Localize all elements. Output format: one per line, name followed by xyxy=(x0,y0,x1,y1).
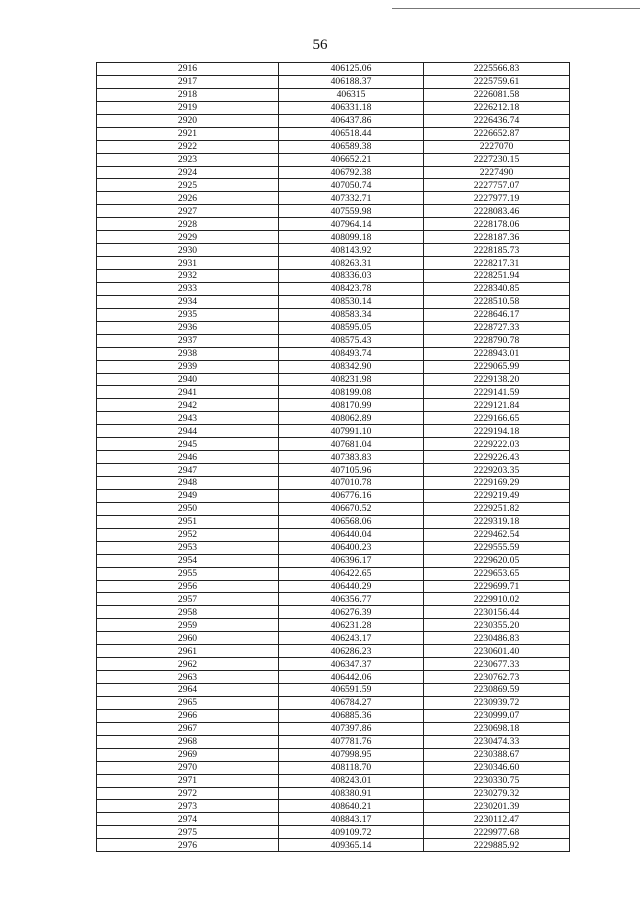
y-coordinate-cell: 2228178.06 xyxy=(424,218,570,231)
point-number-cell: 2971 xyxy=(97,774,279,787)
x-coordinate-cell: 406885.36 xyxy=(279,709,424,722)
y-coordinate-cell: 2228943.01 xyxy=(424,347,570,360)
table-row xyxy=(97,619,570,632)
y-coordinate-cell: 2229203.35 xyxy=(424,464,570,477)
table-row xyxy=(97,645,570,658)
x-coordinate-cell: 408118.70 xyxy=(279,761,424,774)
point-number-cell: 2924 xyxy=(97,166,279,179)
table-row xyxy=(97,709,570,722)
y-coordinate-cell: 2227977.19 xyxy=(424,192,570,205)
x-coordinate-cell: 406125.06 xyxy=(279,63,424,76)
x-coordinate-cell: 406442.06 xyxy=(279,671,424,684)
table-row xyxy=(97,671,570,684)
point-number-cell: 2920 xyxy=(97,114,279,127)
y-coordinate-cell: 2230677.33 xyxy=(424,658,570,671)
x-coordinate-cell: 408843.17 xyxy=(279,813,424,826)
table-row xyxy=(97,774,570,787)
y-coordinate-cell: 2229166.65 xyxy=(424,412,570,425)
x-coordinate-cell: 409109.72 xyxy=(279,826,424,839)
table-row xyxy=(97,425,570,438)
x-coordinate-cell: 406188.37 xyxy=(279,75,424,88)
x-coordinate-cell: 408342.90 xyxy=(279,360,424,373)
x-coordinate-cell: 407991.10 xyxy=(279,425,424,438)
x-coordinate-cell: 407050.74 xyxy=(279,179,424,192)
y-coordinate-cell: 2230474.33 xyxy=(424,735,570,748)
x-coordinate-cell: 406231.28 xyxy=(279,619,424,632)
x-coordinate-cell: 408336.03 xyxy=(279,270,424,283)
y-coordinate-cell: 2229219.49 xyxy=(424,489,570,502)
x-coordinate-cell: 406792.38 xyxy=(279,166,424,179)
table-row xyxy=(97,722,570,735)
y-coordinate-cell: 2228790.78 xyxy=(424,334,570,347)
y-coordinate-cell: 2229138.20 xyxy=(424,373,570,386)
table-row xyxy=(97,179,570,192)
x-coordinate-cell: 408530.14 xyxy=(279,295,424,308)
point-number-cell: 2949 xyxy=(97,489,279,502)
point-number-cell: 2926 xyxy=(97,192,279,205)
table-row xyxy=(97,554,570,567)
y-coordinate-cell: 2229977.68 xyxy=(424,826,570,839)
y-coordinate-cell: 2230999.07 xyxy=(424,709,570,722)
table-row xyxy=(97,321,570,334)
y-coordinate-cell: 2228340.85 xyxy=(424,282,570,295)
table-row xyxy=(97,567,570,580)
x-coordinate-cell: 408595.05 xyxy=(279,321,424,334)
point-number-cell: 2930 xyxy=(97,244,279,257)
x-coordinate-cell: 406591.59 xyxy=(279,684,424,697)
point-number-cell: 2931 xyxy=(97,257,279,270)
x-coordinate-cell: 408575.43 xyxy=(279,334,424,347)
y-coordinate-cell: 2225566.83 xyxy=(424,63,570,76)
x-coordinate-cell: 408640.21 xyxy=(279,800,424,813)
point-number-cell: 2967 xyxy=(97,722,279,735)
x-coordinate-cell: 406356.77 xyxy=(279,593,424,606)
x-coordinate-cell: 406315 xyxy=(279,88,424,101)
x-coordinate-cell: 406440.04 xyxy=(279,528,424,541)
point-number-cell: 2947 xyxy=(97,464,279,477)
y-coordinate-cell: 2230156.44 xyxy=(424,606,570,619)
x-coordinate-cell: 408423.78 xyxy=(279,282,424,295)
y-coordinate-cell: 2228251.94 xyxy=(424,270,570,283)
point-number-cell: 2925 xyxy=(97,179,279,192)
table-row xyxy=(97,580,570,593)
point-number-cell: 2969 xyxy=(97,748,279,761)
table-row xyxy=(97,451,570,464)
table-row xyxy=(97,334,570,347)
y-coordinate-cell: 2228646.17 xyxy=(424,308,570,321)
x-coordinate-cell: 407010.78 xyxy=(279,477,424,490)
y-coordinate-cell: 2230762.73 xyxy=(424,671,570,684)
table-row xyxy=(97,813,570,826)
point-number-cell: 2923 xyxy=(97,153,279,166)
y-coordinate-cell: 2228510.58 xyxy=(424,295,570,308)
point-number-cell: 2965 xyxy=(97,696,279,709)
point-number-cell: 2941 xyxy=(97,386,279,399)
x-coordinate-cell: 406286.23 xyxy=(279,645,424,658)
table-row xyxy=(97,373,570,386)
point-number-cell: 2928 xyxy=(97,218,279,231)
point-number-cell: 2944 xyxy=(97,425,279,438)
y-coordinate-cell: 2228727.33 xyxy=(424,321,570,334)
table-row xyxy=(97,412,570,425)
y-coordinate-cell: 2226212.18 xyxy=(424,101,570,114)
point-number-cell: 2948 xyxy=(97,477,279,490)
point-number-cell: 2918 xyxy=(97,88,279,101)
point-number-cell: 2919 xyxy=(97,101,279,114)
x-coordinate-cell: 408231.98 xyxy=(279,373,424,386)
y-coordinate-cell: 2229194.18 xyxy=(424,425,570,438)
x-coordinate-cell: 408493.74 xyxy=(279,347,424,360)
x-coordinate-cell: 406440.29 xyxy=(279,580,424,593)
table-row xyxy=(97,360,570,373)
point-number-cell: 2937 xyxy=(97,334,279,347)
page-number: 56 xyxy=(312,37,328,53)
x-coordinate-cell: 406347.37 xyxy=(279,658,424,671)
table-row xyxy=(97,696,570,709)
x-coordinate-cell: 406400.23 xyxy=(279,541,424,554)
table-row xyxy=(97,464,570,477)
table-row xyxy=(97,75,570,88)
x-coordinate-cell: 408199.08 xyxy=(279,386,424,399)
y-coordinate-cell: 2229121.84 xyxy=(424,399,570,412)
y-coordinate-cell: 2229885.92 xyxy=(424,839,570,852)
y-coordinate-cell: 2227230.15 xyxy=(424,153,570,166)
point-number-cell: 2960 xyxy=(97,632,279,645)
y-coordinate-cell: 2230330.75 xyxy=(424,774,570,787)
table-row xyxy=(97,153,570,166)
x-coordinate-cell: 406437.86 xyxy=(279,114,424,127)
point-number-cell: 2968 xyxy=(97,735,279,748)
table-row xyxy=(97,787,570,800)
x-coordinate-cell: 408062.89 xyxy=(279,412,424,425)
x-coordinate-cell: 406276.39 xyxy=(279,606,424,619)
x-coordinate-cell: 409365.14 xyxy=(279,839,424,852)
table-row xyxy=(97,270,570,283)
point-number-cell: 2938 xyxy=(97,347,279,360)
y-coordinate-cell: 2230869.59 xyxy=(424,684,570,697)
point-number-cell: 2927 xyxy=(97,205,279,218)
table-row xyxy=(97,502,570,515)
y-coordinate-cell: 2230698.18 xyxy=(424,722,570,735)
point-number-cell: 2963 xyxy=(97,671,279,684)
table-row xyxy=(97,438,570,451)
point-number-cell: 2961 xyxy=(97,645,279,658)
y-coordinate-cell: 2230601.40 xyxy=(424,645,570,658)
point-number-cell: 2939 xyxy=(97,360,279,373)
table-row xyxy=(97,386,570,399)
point-number-cell: 2975 xyxy=(97,826,279,839)
point-number-cell: 2945 xyxy=(97,438,279,451)
x-coordinate-cell: 407332.71 xyxy=(279,192,424,205)
point-number-cell: 2958 xyxy=(97,606,279,619)
y-coordinate-cell: 2229222.03 xyxy=(424,438,570,451)
table-row xyxy=(97,127,570,140)
point-number-cell: 2970 xyxy=(97,761,279,774)
x-coordinate-cell: 406568.06 xyxy=(279,515,424,528)
x-coordinate-cell: 407397.86 xyxy=(279,722,424,735)
x-coordinate-cell: 408170.99 xyxy=(279,399,424,412)
table-row xyxy=(97,205,570,218)
table-row xyxy=(97,528,570,541)
point-number-cell: 2976 xyxy=(97,839,279,852)
table-row xyxy=(97,295,570,308)
point-number-cell: 2936 xyxy=(97,321,279,334)
point-number-cell: 2952 xyxy=(97,528,279,541)
y-coordinate-cell: 2226436.74 xyxy=(424,114,570,127)
y-coordinate-cell: 2230112.47 xyxy=(424,813,570,826)
y-coordinate-cell: 2230388.67 xyxy=(424,748,570,761)
y-coordinate-cell: 2228217.31 xyxy=(424,257,570,270)
x-coordinate-cell: 408380.91 xyxy=(279,787,424,800)
x-coordinate-cell: 408583.34 xyxy=(279,308,424,321)
x-coordinate-cell: 407105.96 xyxy=(279,464,424,477)
x-coordinate-cell: 406589.38 xyxy=(279,140,424,153)
y-coordinate-cell: 2229251.82 xyxy=(424,502,570,515)
x-coordinate-cell: 408243.01 xyxy=(279,774,424,787)
table-row xyxy=(97,761,570,774)
table-row xyxy=(97,308,570,321)
y-coordinate-cell: 2229065.99 xyxy=(424,360,570,373)
table-row xyxy=(97,800,570,813)
y-coordinate-cell: 2229462.54 xyxy=(424,528,570,541)
y-coordinate-cell: 2230346.60 xyxy=(424,761,570,774)
y-coordinate-cell: 2229141.59 xyxy=(424,386,570,399)
x-coordinate-cell: 406331.18 xyxy=(279,101,424,114)
x-coordinate-cell: 407998.95 xyxy=(279,748,424,761)
x-coordinate-cell: 407559.98 xyxy=(279,205,424,218)
table-row xyxy=(97,399,570,412)
x-coordinate-cell: 408143.92 xyxy=(279,244,424,257)
table-row xyxy=(97,606,570,619)
y-coordinate-cell: 2230486.83 xyxy=(424,632,570,645)
point-number-cell: 2950 xyxy=(97,502,279,515)
point-number-cell: 2966 xyxy=(97,709,279,722)
table-row xyxy=(97,166,570,179)
x-coordinate-cell: 407383.83 xyxy=(279,451,424,464)
point-number-cell: 2964 xyxy=(97,684,279,697)
table-row xyxy=(97,347,570,360)
point-number-cell: 2972 xyxy=(97,787,279,800)
table-row xyxy=(97,541,570,554)
point-number-cell: 2934 xyxy=(97,295,279,308)
point-number-cell: 2940 xyxy=(97,373,279,386)
table-row xyxy=(97,114,570,127)
y-coordinate-cell: 2226652.87 xyxy=(424,127,570,140)
top-rule xyxy=(392,8,640,9)
x-coordinate-cell: 406652.21 xyxy=(279,153,424,166)
x-coordinate-cell: 406670.52 xyxy=(279,502,424,515)
point-number-cell: 2962 xyxy=(97,658,279,671)
point-number-cell: 2942 xyxy=(97,399,279,412)
point-number-cell: 2922 xyxy=(97,140,279,153)
y-coordinate-cell: 2229555.59 xyxy=(424,541,570,554)
x-coordinate-cell: 406396.17 xyxy=(279,554,424,567)
y-coordinate-cell: 2229620.05 xyxy=(424,554,570,567)
y-coordinate-cell: 2230279.32 xyxy=(424,787,570,800)
y-coordinate-cell: 2229699.71 xyxy=(424,580,570,593)
y-coordinate-cell: 2225759.61 xyxy=(424,75,570,88)
y-coordinate-cell: 2228083.46 xyxy=(424,205,570,218)
point-number-cell: 2933 xyxy=(97,282,279,295)
y-coordinate-cell: 2230939.72 xyxy=(424,696,570,709)
table-row xyxy=(97,748,570,761)
point-number-cell: 2953 xyxy=(97,541,279,554)
y-coordinate-cell: 2227070 xyxy=(424,140,570,153)
point-number-cell: 2959 xyxy=(97,619,279,632)
y-coordinate-cell: 2230355.20 xyxy=(424,619,570,632)
table-row xyxy=(97,839,570,852)
x-coordinate-cell: 407964.14 xyxy=(279,218,424,231)
x-coordinate-cell: 406422.65 xyxy=(279,567,424,580)
point-number-cell: 2916 xyxy=(97,63,279,76)
point-number-cell: 2943 xyxy=(97,412,279,425)
table-row xyxy=(97,593,570,606)
coordinates-table xyxy=(96,62,570,852)
x-coordinate-cell: 407681.04 xyxy=(279,438,424,451)
point-number-cell: 2955 xyxy=(97,567,279,580)
point-number-cell: 2929 xyxy=(97,231,279,244)
table-row xyxy=(97,192,570,205)
y-coordinate-cell: 2229319.18 xyxy=(424,515,570,528)
table-row xyxy=(97,63,570,76)
table-row xyxy=(97,658,570,671)
point-number-cell: 2951 xyxy=(97,515,279,528)
point-number-cell: 2954 xyxy=(97,554,279,567)
table-row xyxy=(97,282,570,295)
point-number-cell: 2932 xyxy=(97,270,279,283)
x-coordinate-cell: 406518.44 xyxy=(279,127,424,140)
table-row xyxy=(97,218,570,231)
y-coordinate-cell: 2227757.07 xyxy=(424,179,570,192)
table-row xyxy=(97,140,570,153)
table-row xyxy=(97,101,570,114)
y-coordinate-cell: 2229653.65 xyxy=(424,567,570,580)
y-coordinate-cell: 2229910.02 xyxy=(424,593,570,606)
table-row xyxy=(97,515,570,528)
point-number-cell: 2935 xyxy=(97,308,279,321)
x-coordinate-cell: 406784.27 xyxy=(279,696,424,709)
x-coordinate-cell: 408263.31 xyxy=(279,257,424,270)
point-number-cell: 2957 xyxy=(97,593,279,606)
table-row xyxy=(97,231,570,244)
table-row xyxy=(97,477,570,490)
table-row xyxy=(97,826,570,839)
table-body xyxy=(97,63,570,852)
x-coordinate-cell: 406243.17 xyxy=(279,632,424,645)
point-number-cell: 2956 xyxy=(97,580,279,593)
point-number-cell: 2973 xyxy=(97,800,279,813)
point-number-cell: 2921 xyxy=(97,127,279,140)
point-number-cell: 2917 xyxy=(97,75,279,88)
point-number-cell: 2974 xyxy=(97,813,279,826)
table-row xyxy=(97,684,570,697)
y-coordinate-cell: 2228185.73 xyxy=(424,244,570,257)
point-number-cell: 2946 xyxy=(97,451,279,464)
x-coordinate-cell: 408099.18 xyxy=(279,231,424,244)
table-row xyxy=(97,88,570,101)
y-coordinate-cell: 2230201.39 xyxy=(424,800,570,813)
table-row xyxy=(97,632,570,645)
table-row xyxy=(97,489,570,502)
table-row xyxy=(97,257,570,270)
x-coordinate-cell: 407781.76 xyxy=(279,735,424,748)
x-coordinate-cell: 406776.16 xyxy=(279,489,424,502)
table-row xyxy=(97,735,570,748)
y-coordinate-cell: 2226081.58 xyxy=(424,88,570,101)
y-coordinate-cell: 2229226.43 xyxy=(424,451,570,464)
y-coordinate-cell: 2229169.29 xyxy=(424,477,570,490)
y-coordinate-cell: 2228187.36 xyxy=(424,231,570,244)
table-row xyxy=(97,244,570,257)
y-coordinate-cell: 2227490 xyxy=(424,166,570,179)
